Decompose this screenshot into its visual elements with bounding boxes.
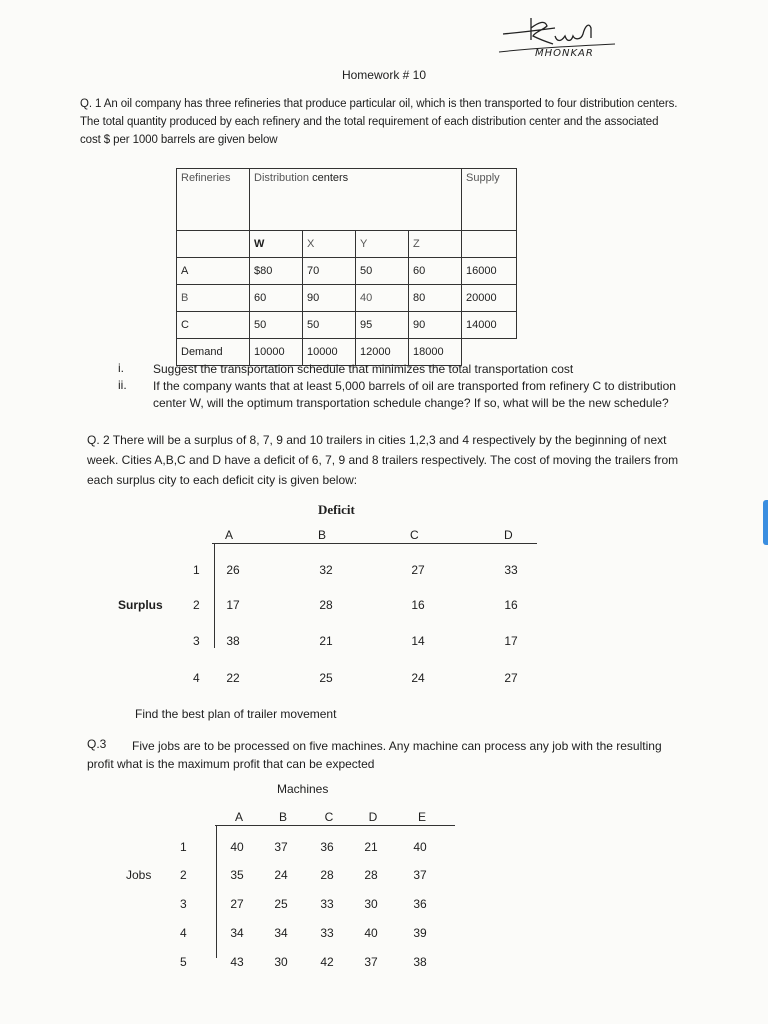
q2-col-c: C <box>410 528 419 542</box>
table-row <box>177 258 517 285</box>
svg-text:MHONKAR: MHONKAR <box>535 48 594 59</box>
supply-cell: 14000 <box>462 312 517 339</box>
supply-header: Supply <box>462 169 517 231</box>
distribution-header: Distribution centers <box>250 169 462 231</box>
cost-cell: 60 <box>250 285 303 312</box>
table-row <box>177 285 517 312</box>
q2-col-a: A <box>225 528 234 542</box>
refinery-name: B <box>177 285 250 312</box>
q3-profit-cell: 38 <box>413 955 427 969</box>
q3-row-label: 2 <box>180 868 187 882</box>
q2-col-b: B <box>318 528 327 542</box>
q3-profit-cell: 28 <box>364 868 378 882</box>
q2-cost-cell: 32 <box>319 563 333 577</box>
q3-col-header: D <box>368 810 378 824</box>
q3-row-label: 5 <box>180 955 187 969</box>
refinery-name: A <box>177 258 250 285</box>
refinery-name: C <box>177 312 250 339</box>
subq-1-num: i. <box>118 361 124 375</box>
q3-col-header: E <box>417 810 426 824</box>
demand-cell: 10000 <box>250 339 303 366</box>
q3-header-rule <box>215 825 455 826</box>
q2-cost-cell: 27 <box>504 671 518 685</box>
q3-profit-cell: 40 <box>413 840 427 854</box>
q3-profit-cell: 30 <box>364 897 378 911</box>
q3-profit-cell: 40 <box>230 840 244 854</box>
q2-cost-cell: 17 <box>226 598 240 612</box>
cost-cell: 95 <box>356 312 409 339</box>
q3-profit-cell: 40 <box>364 926 378 940</box>
q3-profit-cell: 39 <box>413 926 427 940</box>
q3-row-label: 4 <box>180 926 187 940</box>
q3-text: Five jobs are to be processed on five machines. Any machine can process any job with the resulting profit what is the maximum profit that can be expected <box>87 739 662 771</box>
q3-row-label: 3 <box>180 897 187 911</box>
cost-cell: 60 <box>409 258 462 285</box>
subq-1-text: Suggest the transportation schedule that minimizes the total transportation cost <box>153 362 574 376</box>
cost-cell: 50 <box>356 258 409 285</box>
q3-profit-cell: 34 <box>274 926 288 940</box>
q3-left-rule <box>216 825 217 958</box>
page-edge-mark <box>763 500 768 545</box>
demand-cell: 10000 <box>303 339 356 366</box>
jobs-label: Jobs <box>126 868 152 882</box>
q3-profit-cell: 37 <box>364 955 378 969</box>
cost-cell: 50 <box>250 312 303 339</box>
page-title: Homework # 10 <box>341 68 427 82</box>
q2-cost-cell: 16 <box>411 598 425 612</box>
q2-header-rule <box>212 543 537 544</box>
q3-profit-cell: 33 <box>320 897 334 911</box>
q2-left-rule <box>214 543 215 648</box>
q2-footer: Find the best plan of trailer movement <box>135 707 337 721</box>
q2-col-d: D <box>504 528 513 542</box>
q2-cost-cell: 14 <box>411 634 425 648</box>
q2-cost-cell: 24 <box>411 671 425 685</box>
demand-label: Demand <box>177 339 250 366</box>
table-row <box>177 312 517 339</box>
q2-cost-cell: 17 <box>504 634 518 648</box>
q2-cost-cell: 33 <box>504 563 518 577</box>
q2-text: Q. 2 There will be a surplus of 8, 7, 9 and 10 trailers in cities 1,2,3 and 4 respectively by the beginning of next week. Cities A,B,C and D have a deficit of 6, 7, 9 and 8 trailers respectively. The cost of moving the trailers from each surplus city to each deficit city is given below: <box>87 433 679 487</box>
q2-cost-cell: 28 <box>319 598 333 612</box>
cost-cell: 50 <box>303 312 356 339</box>
q2-cost-cell: 38 <box>226 634 240 648</box>
center-y: Y <box>356 231 409 258</box>
surplus-label: Surplus <box>118 598 163 612</box>
q2-cost-cell: 25 <box>319 671 333 685</box>
handwritten-signature <box>495 14 625 64</box>
q2-row-label: 2 <box>193 598 200 612</box>
deficit-label: Deficit <box>318 502 355 517</box>
q2-row-label: 4 <box>193 671 200 685</box>
demand-cell: 12000 <box>356 339 409 366</box>
q3-profit-cell: 21 <box>364 840 378 854</box>
q3-row-label: 1 <box>180 840 187 854</box>
cost-cell: 80 <box>409 285 462 312</box>
q1-text: Q. 1 An oil company has three refineries that produce particular oil, which is then transported to four distribution centers. The total quantity produced by each refinery and the total requirement of each distribution center and the associated cost $ per 1000 barrels are given below <box>80 98 678 146</box>
q3-profit-cell: 43 <box>230 955 244 969</box>
cost-cell: $80 <box>250 258 303 285</box>
q2-cost-cell: 16 <box>504 598 518 612</box>
q2-row-label: 1 <box>193 563 200 577</box>
demand-cell: 18000 <box>409 339 462 366</box>
q3-profit-cell: 34 <box>230 926 244 940</box>
q3-col-header: A <box>234 810 243 824</box>
subq-2-text: If the company wants that at least 5,000 barrels of oil are transported from refinery C to distribution center W, will the optimum transportation schedule change? If so, what will be the new schedule? <box>153 379 676 410</box>
q3-profit-cell: 33 <box>320 926 334 940</box>
q3-col-header: B <box>278 810 287 824</box>
q3-profit-cell: 36 <box>320 840 334 854</box>
q3-profit-cell: 36 <box>413 897 427 911</box>
q3-profit-cell: 28 <box>320 868 334 882</box>
refineries-header: Refineries <box>177 169 250 231</box>
cost-cell: 70 <box>303 258 356 285</box>
supply-cell: 16000 <box>462 258 517 285</box>
q2-cost-cell: 22 <box>226 671 240 685</box>
q3-profit-cell: 35 <box>230 868 244 882</box>
q3-number: Q.3 <box>87 737 107 751</box>
cost-cell: 90 <box>303 285 356 312</box>
cost-cell: 40 <box>356 285 409 312</box>
center-x: X <box>303 231 356 258</box>
q2-cost-cell: 21 <box>319 634 333 648</box>
q3-profit-cell: 27 <box>230 897 244 911</box>
q1-cost-table <box>176 168 517 366</box>
subq-2-num: ii. <box>118 378 127 392</box>
q3-col-header: C <box>324 810 334 824</box>
q2-cost-cell: 27 <box>411 563 425 577</box>
q2-row-label: 3 <box>193 634 200 648</box>
q3-profit-cell: 37 <box>413 868 427 882</box>
cost-cell: 90 <box>409 312 462 339</box>
center-z: Z <box>409 231 462 258</box>
q3-profit-cell: 25 <box>274 897 288 911</box>
q3-profit-cell: 42 <box>320 955 334 969</box>
q3-profit-cell: 30 <box>274 955 288 969</box>
q3-profit-cell: 24 <box>274 868 288 882</box>
q2-cost-cell: 26 <box>226 563 240 577</box>
machines-label: Machines <box>277 782 329 796</box>
center-w: W <box>250 231 303 258</box>
q3-profit-cell: 37 <box>274 840 288 854</box>
supply-cell: 20000 <box>462 285 517 312</box>
